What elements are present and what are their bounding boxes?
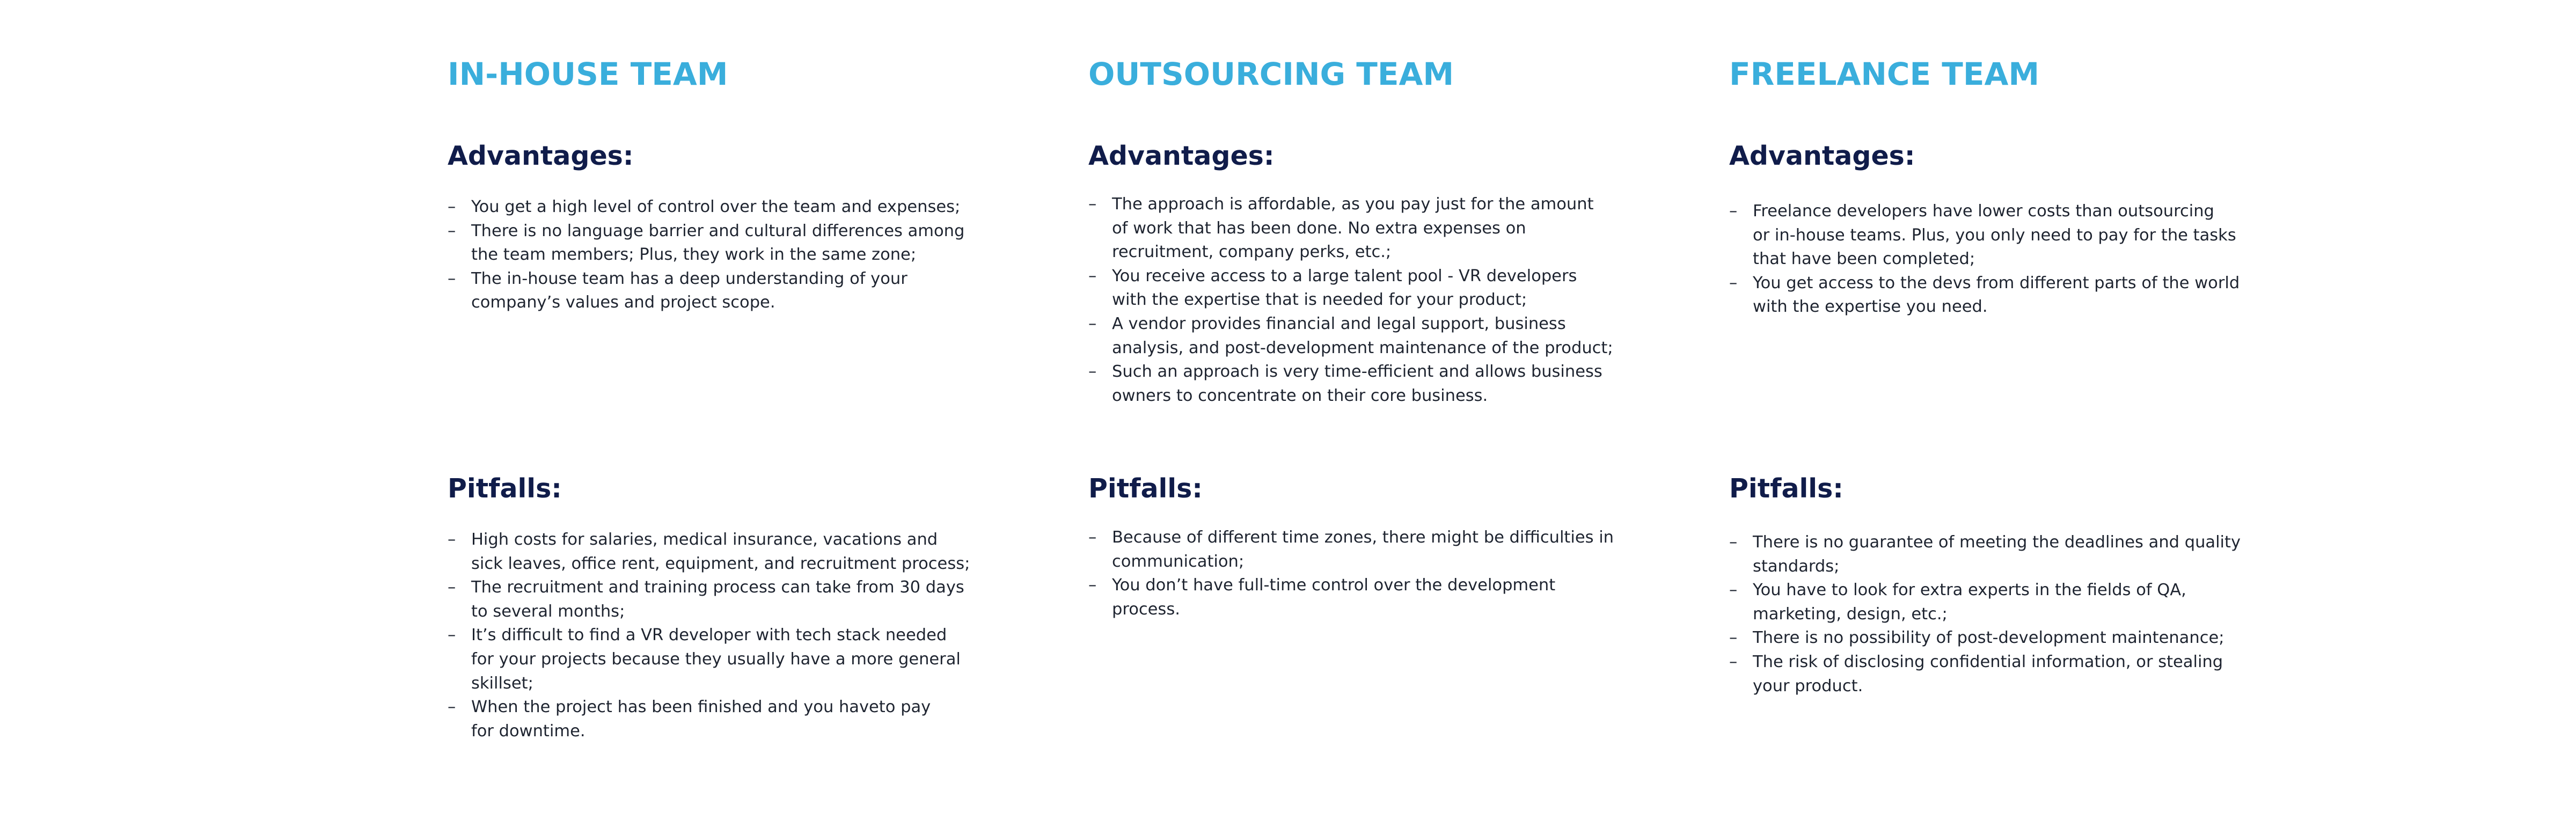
dash-bullet: – — [448, 221, 456, 240]
pitfalls-list — [1729, 531, 2266, 698]
list-item — [448, 576, 984, 624]
list-item-text: Freelance developers have lower costs than outsourcing or in-house teams. Plus, you only need to pay for the tasks that have been completed; — [1753, 202, 2236, 269]
list-item-text: High costs for salaries, medical insurance, vacations and sick leaves, office rent, equipment, and recruitment process; — [471, 530, 970, 573]
dash-bullet: – — [448, 269, 456, 288]
list-item-text: The in-house team has a deep understanding of your company’s values and project scope. — [471, 269, 908, 312]
list-item-text: The approach is affordable, as you pay just for the amount of work that has been done. No extra expenses on recruitment, company perks, etc.; — [1112, 195, 1594, 262]
list-item — [1729, 200, 2266, 272]
dash-bullet: – — [448, 626, 456, 645]
list-item — [448, 219, 984, 267]
list-item-text: You don’t have full-time control over the development process. — [1112, 576, 1556, 619]
list-item — [448, 624, 984, 695]
dash-bullet: – — [1088, 195, 1097, 214]
dash-bullet: – — [1729, 581, 1738, 600]
pitfalls-heading: Pitfalls: — [1088, 473, 1203, 504]
dash-bullet: – — [448, 530, 456, 549]
dash-bullet: – — [1088, 528, 1097, 547]
list-item-text: You receive access to a large talent pool - VR developers with the expertise that is needed for your product; — [1112, 266, 1577, 310]
list-item-text: You have to look for extra experts in the fields of QA, marketing, design, etc.; — [1753, 581, 2186, 624]
list-item-text: There is no guarantee of meeting the deadlines and quality standards; — [1753, 533, 2241, 576]
dash-bullet: – — [1088, 576, 1097, 595]
dash-bullet: – — [1729, 273, 1738, 292]
dash-bullet: – — [1088, 266, 1097, 285]
list-item-text: When the project has been finished and you haveto pay for downtime. — [471, 698, 931, 741]
list-item — [1729, 272, 2266, 319]
list-item — [1729, 626, 2266, 650]
pitfalls-heading: Pitfalls: — [1729, 473, 1843, 504]
dash-bullet: – — [1729, 652, 1738, 671]
dash-bullet: – — [448, 578, 456, 597]
team-title: IN-HOUSE TEAM — [448, 56, 728, 92]
list-item — [1088, 360, 1625, 408]
advantages-list — [1729, 200, 2266, 319]
list-item — [1729, 578, 2266, 626]
list-item — [1088, 312, 1625, 360]
advantages-list — [448, 195, 984, 315]
list-item — [1729, 650, 2266, 698]
list-item-text: It’s difficult to find a VR developer with tech stack needed for your projects because they usually have a more general skillset; — [471, 626, 961, 693]
list-item-text: A vendor provides financial and legal support, business analysis, and post-development maintenance of the product; — [1112, 314, 1613, 357]
dash-bullet: – — [1729, 533, 1738, 552]
pitfalls-list — [448, 528, 984, 743]
pitfalls-heading: Pitfalls: — [448, 473, 562, 504]
advantages-heading: Advantages: — [1088, 141, 1275, 171]
list-item-text: The risk of disclosing confidential information, or stealing your product. — [1753, 652, 2223, 695]
list-item — [1729, 531, 2266, 578]
list-item-text: There is no language barrier and cultural differences among the team members; Plus, they work in the same zone; — [471, 221, 965, 265]
list-item — [448, 267, 984, 315]
team-title: OUTSOURCING TEAM — [1088, 56, 1454, 92]
dash-bullet: – — [1088, 314, 1097, 333]
list-item-text: Such an approach is very time-efficient and allows business owners to concentrate on their core business. — [1112, 362, 1602, 405]
list-item — [448, 695, 984, 743]
dash-bullet: – — [1729, 202, 1738, 221]
dash-bullet: – — [1088, 362, 1097, 382]
pitfalls-list — [1088, 526, 1625, 621]
advantages-list — [1088, 193, 1625, 408]
list-item — [1088, 574, 1625, 621]
list-item — [1088, 526, 1625, 574]
list-item — [1088, 265, 1625, 312]
advantages-heading: Advantages: — [448, 141, 634, 171]
team-title: FREELANCE TEAM — [1729, 56, 2040, 92]
dash-bullet: – — [1729, 628, 1738, 648]
advantages-heading: Advantages: — [1729, 141, 1915, 171]
list-item — [448, 195, 984, 219]
list-item-text: The recruitment and training process can take from 30 days to several months; — [471, 578, 964, 621]
list-item — [448, 528, 984, 576]
list-item-text: You get a high level of control over the team and expenses; — [471, 197, 961, 216]
list-item-text: There is no possibility of post-development maintenance; — [1753, 628, 2224, 648]
list-item — [1088, 193, 1625, 265]
list-item-text: You get access to the devs from different parts of the world with the expertise you need. — [1753, 273, 2240, 317]
dash-bullet: – — [448, 698, 456, 717]
list-item-text: Because of different time zones, there might be difficulties in communication; — [1112, 528, 1614, 571]
dash-bullet: – — [448, 197, 456, 216]
